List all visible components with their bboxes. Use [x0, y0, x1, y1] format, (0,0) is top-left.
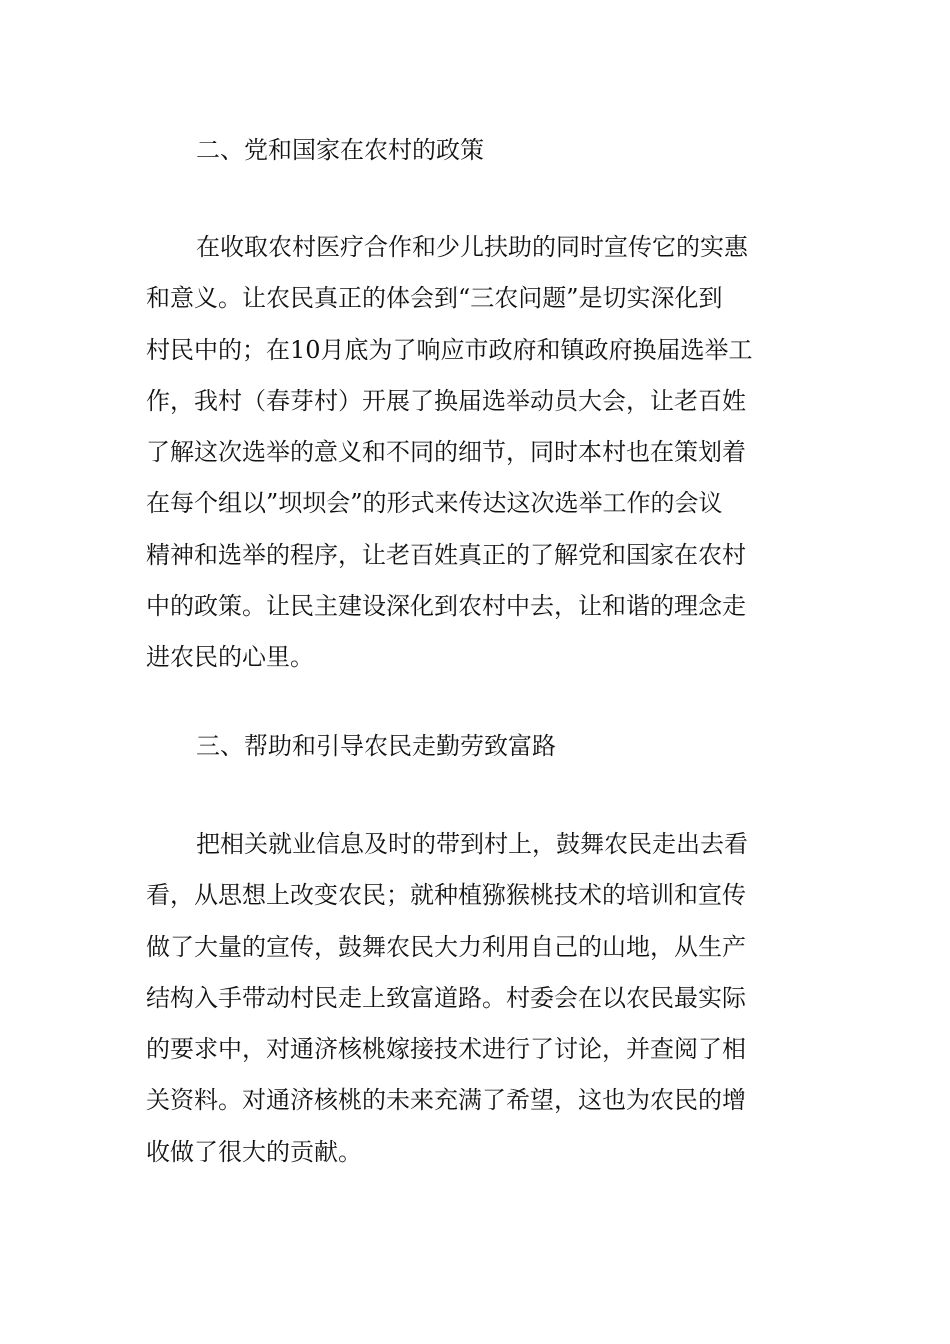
paragraph-line: 进农民的心里。 — [146, 643, 314, 672]
paragraph-line: 收做了很大的贡献。 — [146, 1137, 362, 1166]
paragraph-line: 精神和选举的程序，让老百姓真正的了解党和国家在农村 — [146, 540, 746, 569]
paragraph-policy — [146, 231, 806, 693]
paragraph-prosperity — [146, 828, 806, 1187]
paragraph-line: 中的政策。让民主建设深化到农村中去，让和谐的理念走 — [146, 592, 746, 621]
section-heading-policy: 二、党和国家在农村的政策 — [196, 136, 484, 164]
paragraph-line: 结构入手带动村民走上致富道路。村委会在以农民最实际 — [146, 983, 746, 1012]
paragraph-line: 作，我村（春芽村）开展了换届选举动员大会，让老百姓 — [146, 386, 746, 415]
paragraph-line: 做了大量的宣传，鼓舞农民大力利用自己的山地，从生产 — [146, 932, 746, 961]
paragraph-line: 村民中的；在10月底为了响应市政府和镇政府换届选举工 — [146, 335, 753, 364]
paragraph-line: 的要求中，对通济核桃嫁接技术进行了讨论，并查阅了相 — [146, 1035, 746, 1064]
paragraph-line: 和意义。让农民真正的体会到“三农问题”是切实深化到 — [146, 284, 723, 313]
paragraph-line: 关资料。对通济核桃的未来充满了希望，这也为农民的增 — [146, 1086, 746, 1115]
section-heading-prosperity: 三、帮助和引导农民走勤劳致富路 — [196, 732, 556, 760]
paragraph-line: 看，从思想上改变农民；就种植猕猴桃技术的培训和宣传 — [146, 881, 746, 910]
paragraph-line: 在收取农村医疗合作和少儿扶助的同时宣传它的实惠 — [196, 233, 748, 261]
paragraph-line: 把相关就业信息及时的带到村上，鼓舞农民走出去看 — [196, 830, 748, 858]
paragraph-line: 了解这次选举的意义和不同的细节，同时本村也在策划着 — [146, 438, 746, 467]
paragraph-line: 在每个组以”坝坝会”的形式来传达这次选举工作的会议 — [146, 489, 723, 518]
